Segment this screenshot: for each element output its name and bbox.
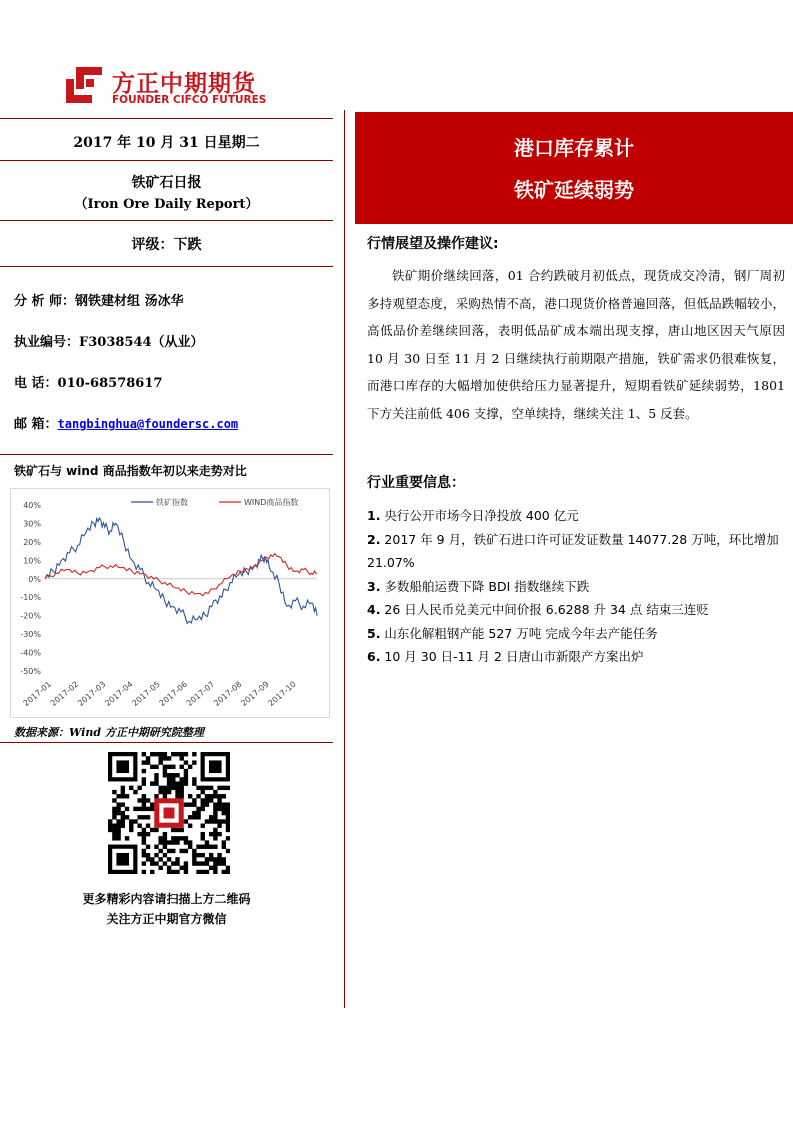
email-row [14,413,238,432]
list-item: 5. 山东化解粗钢产能 527 万吨 完成今年去产能任务 [367,625,658,641]
y-tick-label: 10% [23,556,41,566]
logo-name-en: FOUNDER CIFCO FUTURES [112,94,267,106]
report-rating: 评级：下跌 [131,237,202,253]
x-tick-label: 2017-09 [239,679,271,709]
y-tick-label: 20% [23,537,41,547]
company-logo [62,63,292,111]
phone-number: 电 话：010-68578617 [14,376,163,391]
headline-banner [355,112,793,224]
series-line-wind-commodity [45,554,317,596]
headline-line2: 铁矿延续弱势 [514,178,634,202]
chart-caption: 铁矿石与 wind 商品指数年初以来走势对比 [14,464,247,478]
y-tick-label: 0% [28,574,41,584]
email-label: 邮 箱： [14,417,58,432]
chart-source: 数据来源：Wind 方正中期研究院整理 [14,726,204,739]
outlook-heading: 行情展望及操作建议: [367,236,499,252]
legend-label: WIND商品指数 [244,498,299,507]
y-tick-label: 30% [23,519,41,529]
logo-mark-icon [62,63,106,107]
divider [0,454,333,455]
qr-code-icon[interactable] [108,752,230,874]
list-item: 6. 10 月 30 日-11 月 2 日唐山市新限产方案出炉 [367,649,644,664]
column-divider [344,110,345,1008]
news-list [367,504,787,669]
logo-name-cn: 方正中期期货 [112,71,256,97]
outlook-paragraph: 铁矿期价继续回落，01 合约跌破月初低点，现货成交冷清，钢厂周初多持观望态度，采购热情不高，港口现货价格普遍回落，但低品跌幅较小，高低品价差继续回落，表明低品矿成本端出现支撑，唐山地区因天气原因 10 月 30 日至 11 月 2 日继续执行前期限产措施，铁矿需求仍很难恢复，而港口库存的大幅增加使供给压力显著提升，短期看铁矿延续弱势，1801 下方关注前低 406 支撑，空单续持，继续关注 1、5 反套。 [367,268,785,421]
y-tick-label: -40% [20,648,41,658]
license-number: 执业编号：F3038544（从业） [14,335,204,350]
divider [0,742,333,743]
y-tick-label: -30% [20,630,41,640]
x-tick-label: 2017-06 [157,679,190,709]
x-tick-label: 2017-04 [103,679,135,709]
x-tick-label: 2017-10 [266,679,298,709]
legend-label: 铁矿指数 [156,498,188,507]
series-line-iron-ore [45,518,317,623]
list-item: 1. 央行公开市场今日净投放 400 亿元 [367,508,579,523]
list-item: 2. 2017 年 9 月，铁矿石进口许可证发证数量 14077.28 万吨，环比增加 21.07% [367,531,779,570]
report-date: 2017 年 10 月 31 日星期二 [73,135,260,151]
list-item: 4. 26 日人民币兑美元中间价报 6.6288 升 34 点 结束三连贬 [367,602,709,617]
qr-caption-line2: 关注方正中期官方微信 [106,912,227,926]
x-tick-label: 2017-07 [184,679,217,709]
divider [0,160,333,161]
x-tick-label: 2017-08 [212,679,244,709]
x-tick-label: 2017-02 [48,679,81,709]
divider [0,266,333,267]
y-tick-label: -20% [20,611,41,621]
news-heading: 行业重要信息： [367,475,465,491]
divider [0,118,333,119]
analyst-name: 分 析 师：钢铁建材组 汤冰华 [14,294,184,309]
email-link[interactable]: tangbinghua@foundersc.com [57,417,239,431]
report-name-en: （Iron Ore Daily Report） [74,197,259,212]
price-comparison-chart [11,489,329,717]
headline-line1: 港口库存累计 [514,136,634,160]
y-tick-label: 40% [23,501,41,510]
divider [0,220,333,221]
chart-container [10,488,330,718]
x-tick-label: 2017-03 [76,679,108,709]
y-tick-label: -10% [20,593,41,603]
y-tick-label: -50% [20,667,41,676]
report-name-cn: 铁矿石日报 [131,175,202,191]
x-tick-label: 2017-01 [21,679,54,709]
x-tick-label: 2017-05 [130,679,162,709]
list-item: 3. 多数船舶运费下降 BDI 指数继续下跌 [367,578,590,594]
qr-caption-line1: 更多精彩内容请扫描上方二维码 [82,892,251,906]
